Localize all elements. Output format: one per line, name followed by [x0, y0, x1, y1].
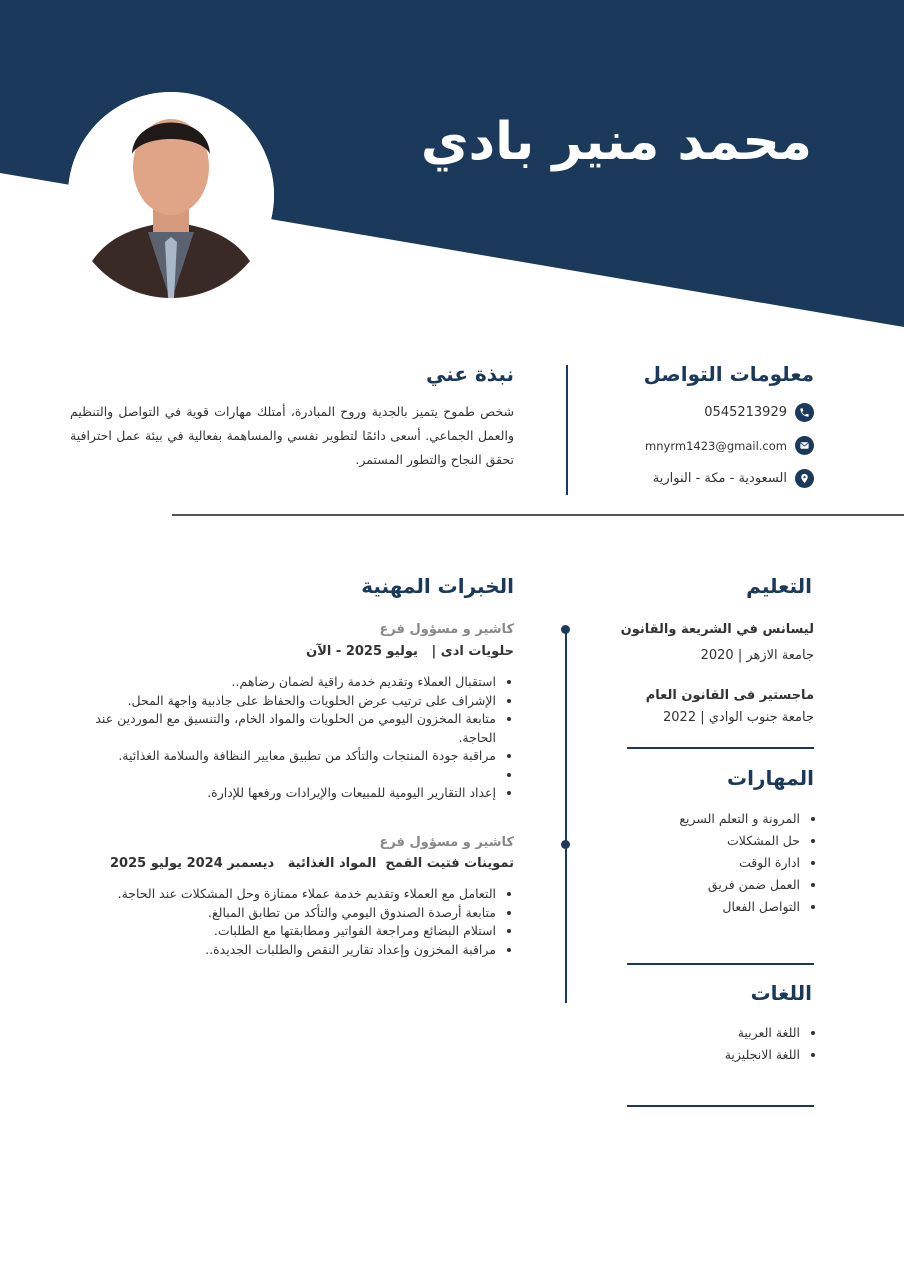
email-text[interactable]: mnyrm1423@gmail.com — [645, 438, 787, 453]
section-divider — [172, 514, 904, 516]
phone-text[interactable]: 0545213929 — [704, 405, 787, 420]
location-text: السعودية - مكة - النوارية — [652, 471, 787, 486]
education-degree-2: ماجستير فى القانون العام — [645, 688, 814, 703]
education-detail-1: جامعة الازهر | 2020 — [700, 648, 814, 663]
profile-photo — [68, 92, 274, 298]
job-2-company: تموينات فتيت القمح المواد الغذائية ديسمبر 2024 يوليو 2025 — [109, 856, 514, 871]
languages-list — [580, 1022, 818, 1066]
skill-item: • العمل ضمن فريق — [580, 874, 800, 896]
languages-divider — [627, 1105, 814, 1107]
job-1-company: حلويات ادى | يوليو 2025 - الآن — [306, 644, 514, 659]
skills-divider — [627, 963, 814, 965]
top-vertical-divider — [566, 365, 568, 495]
job-1-bullet: • متابعة المخزون اليومي من الحلويات والمواد الخام، والتنسيق مع الموردين عند الحاجة. — [66, 710, 496, 747]
language-item: • اللغة الانجليزية — [580, 1044, 800, 1066]
education-title: التعليم — [746, 574, 812, 598]
job-1-bullet: • إعداد التقارير اليومية للمبيعات والإيرادات ورفعها للإدارة. — [66, 784, 496, 803]
skill-item: • حل المشكلات — [580, 830, 800, 852]
about-text: شخص طموح يتميز بالجدية وروح المبادرة، أمتلك مهارات قوية في التواصل والتنظيم والعمل الجماعي. أسعى دائمًا لتطوير نفسي والمساهمة بفعالية في بيئة عمل احترافية تحقق النجاح والتطور المستمر. — [70, 404, 514, 467]
education-divider — [627, 747, 814, 749]
skill-item: • المرونة و التعلم السريع — [580, 808, 800, 830]
skill-item: • التواصل الفعال — [580, 896, 800, 918]
job-2-bullet: • متابعة أرصدة الصندوق اليومي والتأكد من تطابق المبالغ. — [66, 904, 496, 923]
phone-icon — [795, 403, 814, 422]
job-2-bullet: • مراقبة المخزون وإعداد تقارير النقص والطلبات الجديدة.. — [66, 941, 496, 960]
experience-timeline — [565, 628, 567, 1003]
email-icon — [795, 436, 814, 455]
job-1-bullet: • الإشراف على ترتيب عرض الحلويات والحفاظ على جاذبية واجهة المحل. — [66, 692, 496, 711]
job-2-role: كاشير و مسؤول فرع — [379, 835, 514, 850]
contact-title: معلومات التواصل — [643, 362, 814, 386]
job-2-bullets — [66, 885, 514, 959]
skills-list — [580, 808, 818, 918]
education-degree-1: ليسانس في الشريعة والقانون — [620, 622, 814, 637]
timeline-dot-1 — [561, 625, 570, 634]
job-2-bullet: • استلام البضائع ومراجعة الفواتير ومطابقتها مع الطلبات. — [66, 922, 496, 941]
job-1-bullet: • مراقبة جودة المنتجات والتأكد من تطبيق معايير النظافة والسلامة الغذائية. — [66, 747, 496, 766]
skill-item: • ادارة الوقت — [580, 852, 800, 874]
job-1-bullet: • استقبال العملاء وتقديم خدمة راقية لضمان رضاهم.. — [66, 673, 496, 692]
email-row — [645, 436, 814, 455]
candidate-name: محمد منير بادي — [420, 112, 812, 172]
education-detail-2: جامعة جنوب الوادي | 2022 — [663, 710, 814, 725]
job-1-role: كاشير و مسؤول فرع — [379, 622, 514, 637]
experience-title: الخبرات المهنية — [361, 574, 514, 598]
about-title: نبذة عني — [425, 362, 514, 386]
job-2-bullet: • التعامل مع العملاء وتقديم خدمة عملاء ممتازة وحل المشكلات عند الحاجة. — [66, 885, 496, 904]
languages-title: اللغات — [750, 981, 812, 1005]
location-pin-icon — [795, 469, 814, 488]
location-row — [653, 469, 814, 488]
timeline-dot-2 — [561, 840, 570, 849]
skills-title: المهارات — [727, 766, 814, 790]
job-1-bullets — [66, 673, 514, 803]
job-1-bullet — [66, 766, 496, 785]
phone-row — [704, 403, 814, 422]
language-item: • اللغة العربية — [580, 1022, 800, 1044]
